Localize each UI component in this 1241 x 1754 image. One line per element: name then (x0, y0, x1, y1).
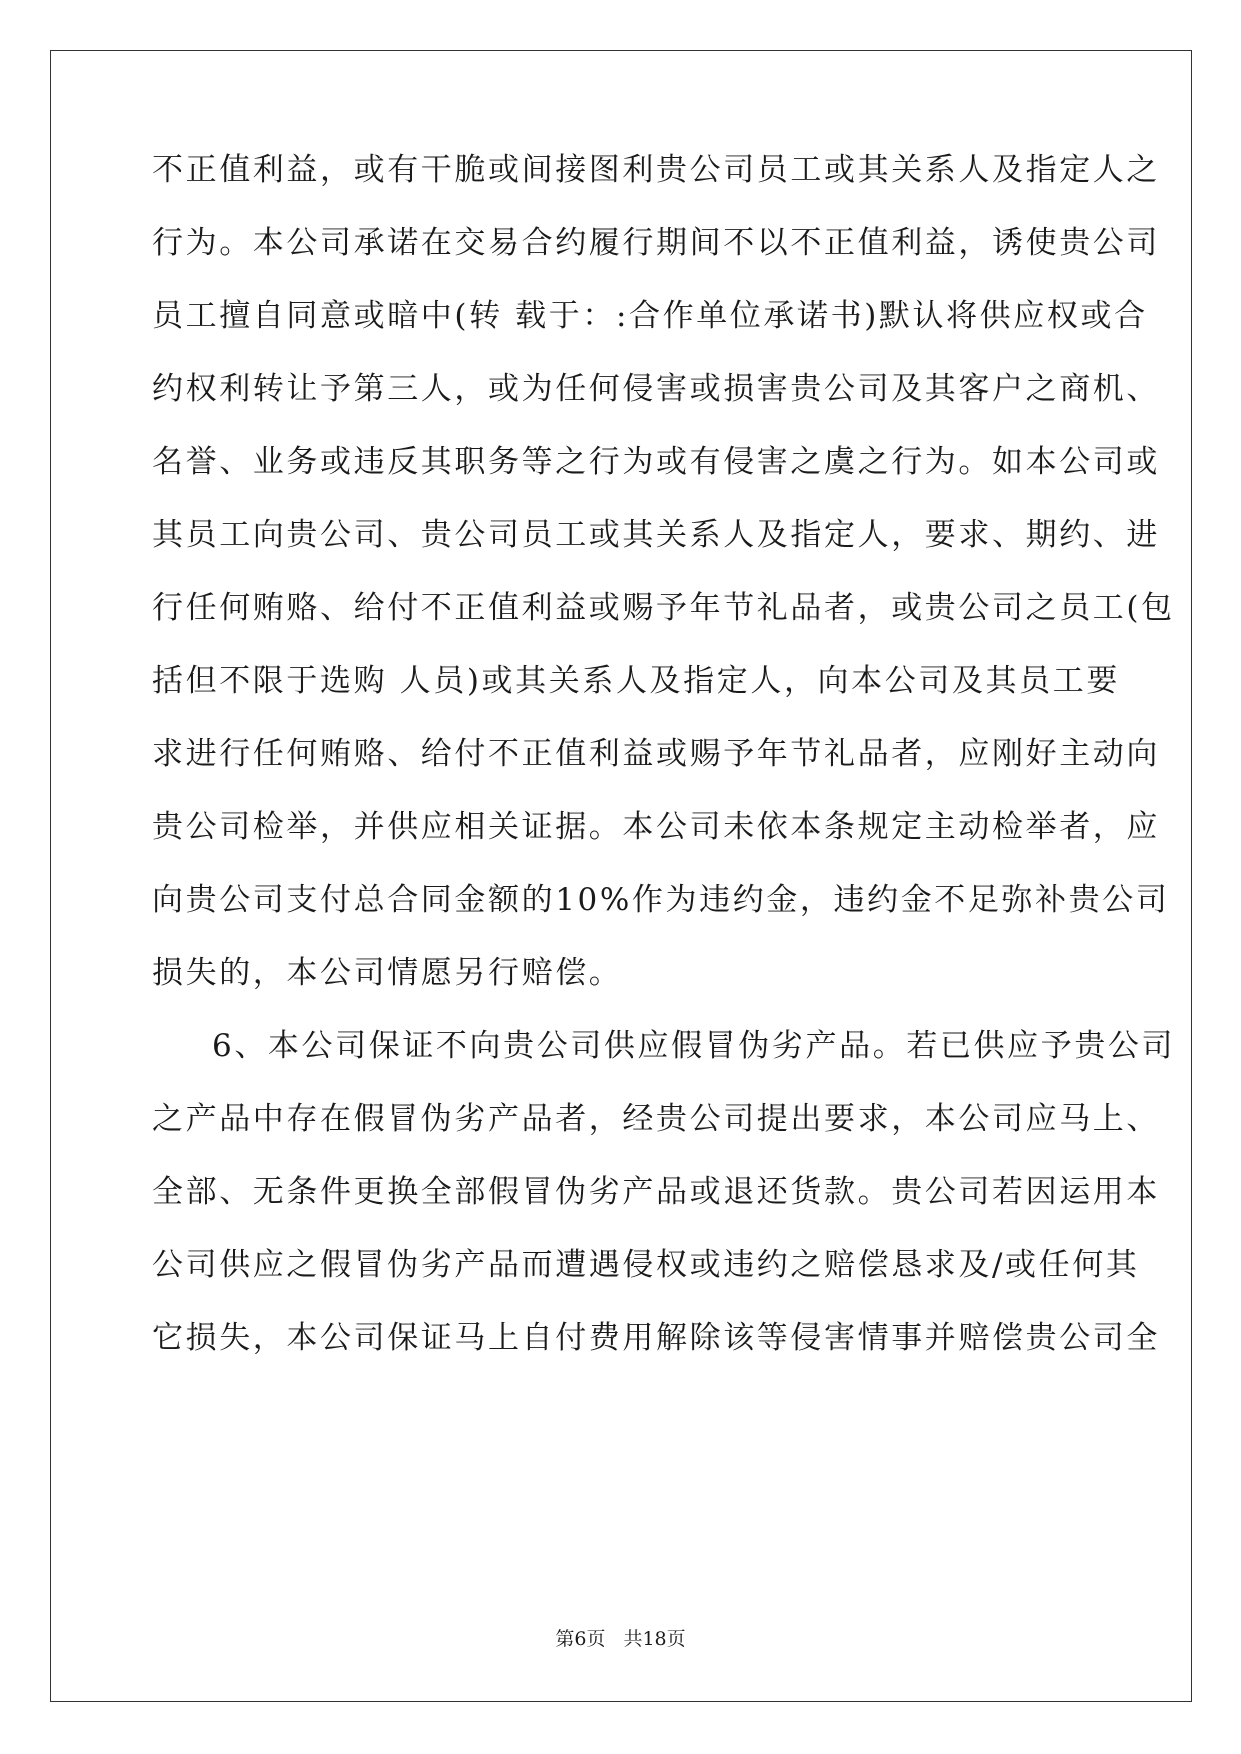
text-line: 括但不限于选购 人员)或其关系人及指定人，向本公司及其员工要 (152, 663, 1120, 699)
text-line: 约权利转让予第三人，或为任何侵害或损害贵公司及其客户之商机、 (152, 371, 1160, 407)
text-line: 贵公司检举，并供应相关证据。本公司未依本条规定主动检举者，应 (152, 809, 1160, 845)
text-line: 其员工向贵公司、贵公司员工或其关系人及指定人，要求、期约、进 (152, 517, 1160, 553)
text-line: 它损失，本公司保证马上自付费用解除该等侵害情事并赔偿贵公司全 (152, 1320, 1160, 1356)
text-line: 行为。本公司承诺在交易合约履行期间不以不正值利益，诱使贵公司 (152, 225, 1160, 261)
text-line: 公司供应之假冒伪劣产品而遭遇侵权或违约之赔偿恳求及/或任何其 (152, 1247, 1140, 1283)
text-line: 不正值利益，或有干脆或间接图利贵公司员工或其关系人及指定人之 (152, 152, 1160, 188)
text-line: 名誉、业务或违反其职务等之行为或有侵害之虞之行为。如本公司或 (152, 444, 1160, 480)
text-line: 行任何贿赂、给付不正值利益或赐予年节礼品者，或贵公司之员工(包 (152, 590, 1175, 626)
text-line: 全部、无条件更换全部假冒伪劣产品或退还货款。贵公司若因运用本 (152, 1174, 1160, 1210)
text-line: 求进行任何贿赂、给付不正值利益或赐予年节礼品者，应刚好主动向 (152, 736, 1160, 772)
text-line: 向贵公司支付总合同金额的10%作为违约金，违约金不足弥补贵公司 (152, 882, 1170, 918)
page-total: 共18页 (623, 1628, 686, 1650)
page-footer (0, 1626, 1241, 1652)
text-line: 损失的，本公司情愿另行赔偿。 (152, 955, 623, 991)
text-line: 之产品中存在假冒伪劣产品者，经贵公司提出要求，本公司应马上、 (152, 1101, 1160, 1137)
text-line: 6、本公司保证不向贵公司供应假冒伪劣产品。若已供应予贵公司 (212, 1028, 1176, 1064)
text-line: 员工擅自同意或暗中(转 载于：:合作单位承诺书)默认将供应权或合 (152, 298, 1148, 334)
page-number: 第6页 (555, 1628, 606, 1650)
